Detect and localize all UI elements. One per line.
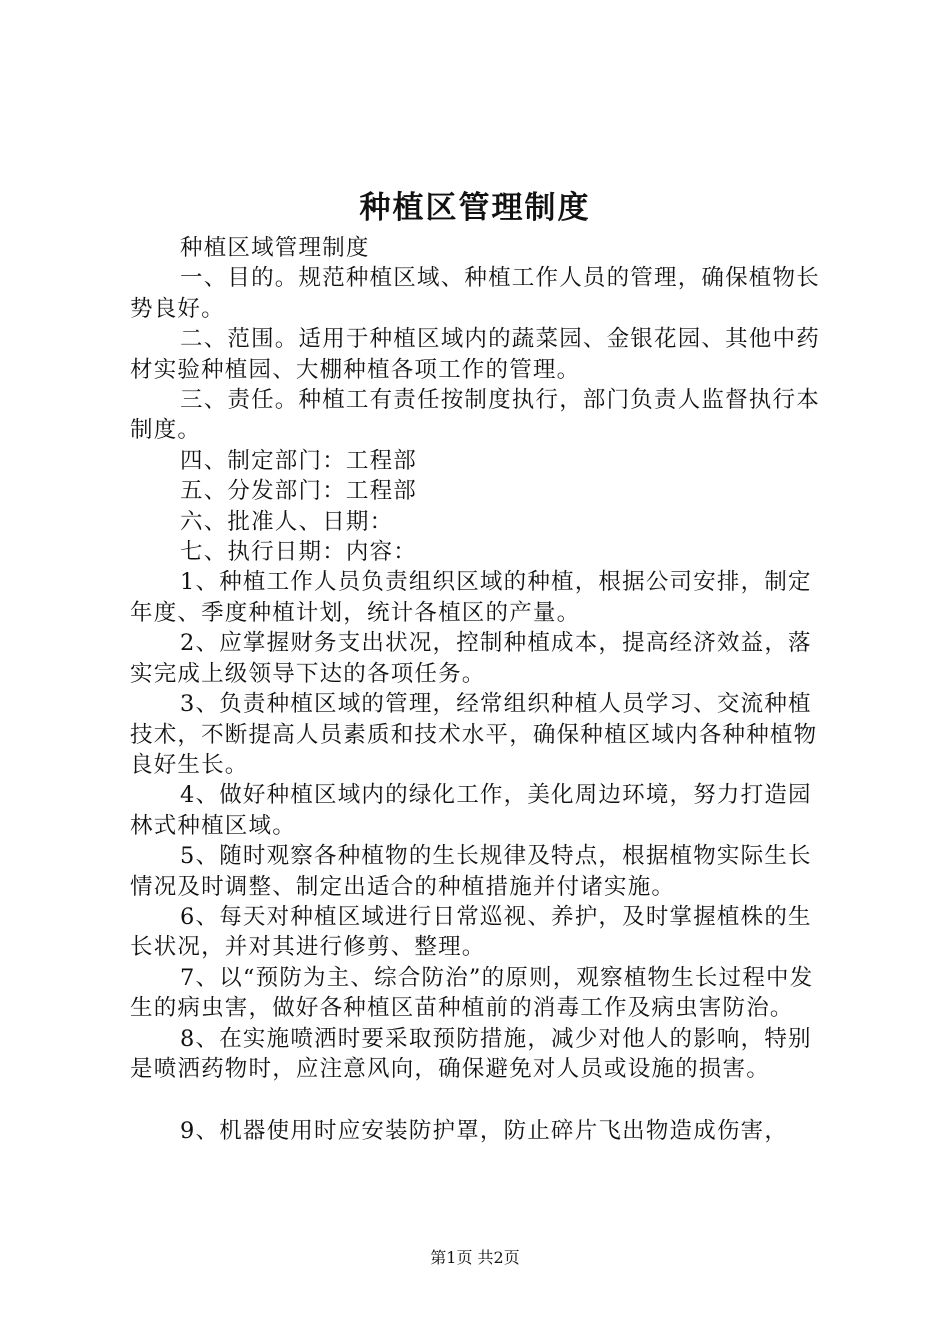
paragraph-responsibility: 三、责任。种植工有责任按制度执行，部门负责人监督执行本制度。 — [130, 387, 820, 444]
document-title: 种植区管理制度 — [359, 190, 591, 226]
paragraph-drafting-dept: 四、制定部门：工程部 — [180, 447, 418, 474]
paragraph-item-2: 2、应掌握财务支出状况，控制种植成本，提高经济效益，落实完成上级领导下达的各项任务。 — [130, 630, 812, 687]
paragraph-approver-date: 六、批准人、日期： — [180, 508, 394, 535]
paragraph-item-9: 9、机器使用时应安装防护罩，防止碎片飞出物造成伤害， — [180, 1118, 789, 1145]
paragraph-item-1: 1、种植工作人员负责组织区域的种植，根据公司安排，制定年度、季度种植计划，统计各植区的产量。 — [130, 569, 812, 626]
paragraph-purpose: 一、目的。规范种植区域、种植工作人员的管理，确保植物长势良好。 — [130, 265, 820, 322]
paragraph-distribution-dept: 五、分发部门：工程部 — [180, 478, 418, 505]
paragraph-item-3: 3、负责种植区域的管理，经常组织种植人员学习、交流种植技术，不断提高人员素质和技术水平，确保种植区域内各种种植物良好生长。 — [130, 691, 818, 778]
paragraph-subtitle: 种植区域管理制度 — [180, 235, 370, 261]
paragraph-scope: 二、范围。适用于种植区域内的蔬菜园、金银花园、其他中药材实验种植园、大棚种植各项工作的管理。 — [130, 326, 820, 383]
paragraph-effective-date: 七、执行日期：内容： — [180, 539, 418, 566]
paragraph-item-7: 7、以“预防为主、综合防治”的原则，观察植物生长过程中发生的病虫害，做好各种植区苗种植前的消毒工作及病虫害防治。 — [130, 964, 814, 1022]
paragraph-item-5: 5、随时观察各种植物的生长规律及特点，根据植物实际生长情况及时调整、制定出适合的种植措施并付诸实施。 — [130, 843, 812, 900]
paragraph-item-8: 8、在实施喷洒时要采取预防措施，减少对他人的影响，特别是喷洒药物时，应注意风向，确保避免对人员或设施的损害。 — [130, 1025, 812, 1082]
paragraph-item-4: 4、做好种植区域内的绿化工作，美化周边环境，努力打造园林式种植区域。 — [130, 782, 812, 839]
paragraph-item-6: 6、每天对种植区域进行日常巡视、养护，及时掌握植株的生长状况，并对其进行修剪、整理。 — [130, 903, 812, 961]
document-body — [130, 233, 830, 1147]
page-number-footer: 第1页 共2页 — [430, 1248, 520, 1267]
